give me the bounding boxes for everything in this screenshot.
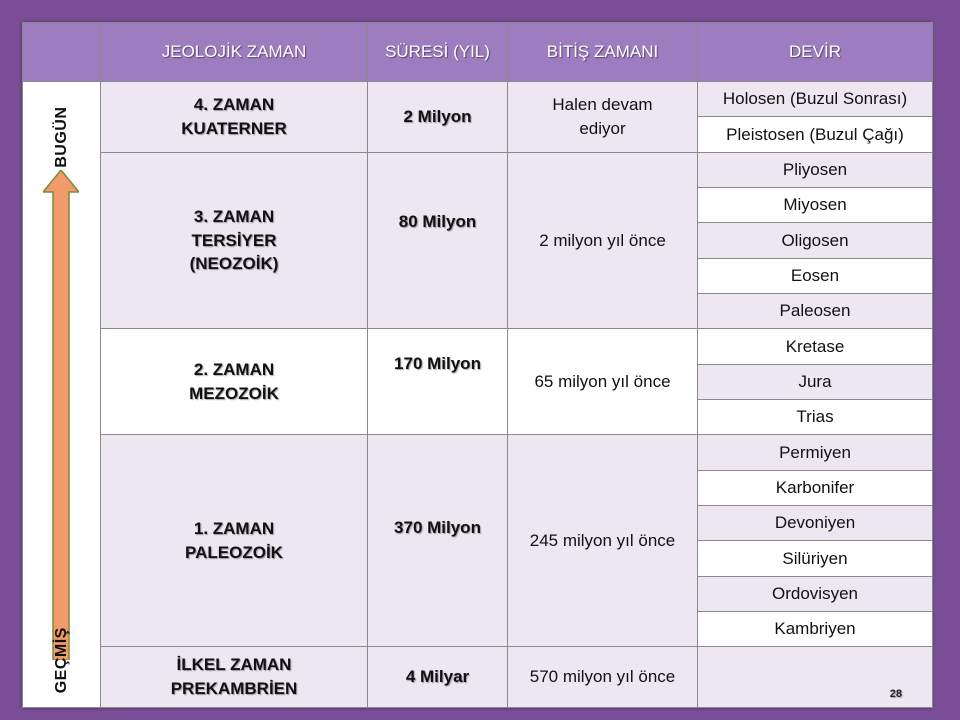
period-cell: Holosen (Buzul Sonrası)	[698, 82, 933, 117]
era-end-text: Halen devam ediyor	[552, 95, 653, 138]
era-end-cell: 2 milyon yıl önce	[508, 152, 698, 329]
era-end-cell: 245 milyon yıl önce	[508, 435, 698, 647]
period-cell: Pliyosen	[698, 152, 933, 187]
era-name-line: PALEOZOİK	[185, 542, 283, 562]
era-name-line: 1. ZAMAN	[193, 518, 275, 538]
period-cell: Silüriyen	[698, 541, 933, 576]
era-duration-cell	[368, 152, 508, 329]
era-name-line: (NEOZOİK)	[189, 254, 279, 274]
era-name-line: 2. ZAMAN	[193, 359, 275, 379]
era-duration-text: 170 Milyon	[394, 353, 481, 373]
time-axis	[23, 82, 100, 707]
time-axis-cell	[23, 82, 101, 708]
era-name-cell	[101, 435, 368, 647]
period-cell: Kretase	[698, 329, 933, 364]
table-row	[23, 152, 933, 187]
geologic-time-table	[22, 22, 933, 708]
slide	[22, 22, 932, 708]
era-name-line: KUATERNER	[181, 118, 287, 138]
era-duration-cell: 2 Milyon	[368, 82, 508, 153]
era-end-cell: 65 milyon yıl önce	[508, 329, 698, 435]
time-arrow-icon	[43, 170, 79, 660]
era-name-line: 4. ZAMAN	[193, 95, 275, 115]
era-name-line: İLKEL ZAMAN	[176, 655, 292, 675]
table-row	[23, 329, 933, 364]
header-end-time: BİTİŞ ZAMANI	[508, 23, 698, 82]
period-cell: Jura	[698, 364, 933, 399]
header-duration: SÜRESİ (YIL)	[368, 23, 508, 82]
era-name-cell	[101, 647, 368, 708]
era-name-cell	[101, 82, 368, 153]
header-period: DEVİR	[698, 23, 933, 82]
period-cell: Pleistosen (Buzul Çağı)	[698, 117, 933, 152]
era-duration-text: 80 Milyon	[398, 212, 477, 232]
axis-label-today: BUGÜN	[52, 106, 70, 168]
table-row	[23, 647, 933, 708]
period-cell: Karbonifer	[698, 470, 933, 505]
page-number: 28	[889, 688, 902, 700]
period-cell: Oligosen	[698, 223, 933, 258]
period-cell: Eosen	[698, 258, 933, 293]
period-cell: Trias	[698, 399, 933, 434]
era-name-cell	[101, 152, 368, 329]
era-name-line: 3. ZAMAN	[193, 206, 275, 226]
era-name-line: MEZOZOİK	[189, 383, 279, 403]
era-duration-text: 370 Milyon	[394, 517, 481, 537]
period-cell: Paleosen	[698, 293, 933, 328]
table-row	[23, 82, 933, 117]
period-cell: Kambriyen	[698, 611, 933, 646]
era-end-cell	[508, 82, 698, 153]
axis-label-past: GEÇMİŞ	[52, 626, 70, 693]
era-name-cell	[101, 329, 368, 435]
era-name-line: PREKAMBRİEN	[170, 679, 298, 699]
period-cell: Ordovisyen	[698, 576, 933, 611]
header-geologic-time: JEOLOJİK ZAMAN	[101, 23, 368, 82]
period-cell: Miyosen	[698, 187, 933, 222]
era-duration-cell	[368, 435, 508, 647]
era-duration-cell	[368, 329, 508, 435]
table-header-row	[23, 23, 933, 82]
header-corner	[23, 23, 101, 82]
era-duration-cell: 4 Milyar	[368, 647, 508, 708]
era-end-cell: 570 milyon yıl önce	[508, 647, 698, 708]
table-row	[23, 435, 933, 470]
period-cell: Devoniyen	[698, 505, 933, 540]
era-name-line: TERSİYER	[191, 230, 277, 250]
period-cell: Permiyen	[698, 435, 933, 470]
